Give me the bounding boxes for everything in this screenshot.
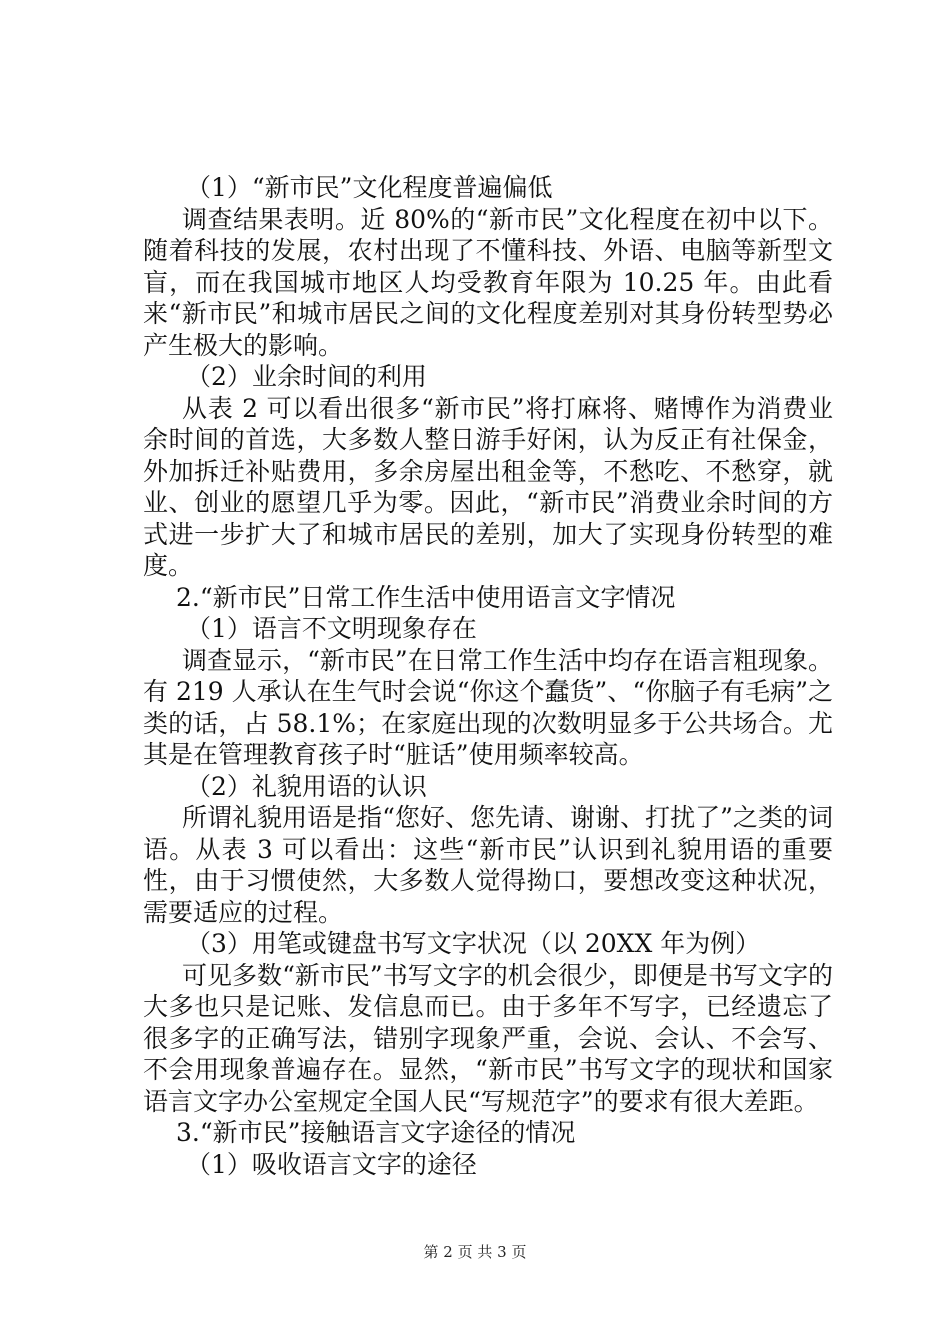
page-footer: 第 2 页 共 3 页 [423, 1243, 527, 1261]
paragraph-education-level: 调查结果表明。近 80%的“新市民”文化程度在初中以下。随着科技的发展，农村出现了不懂科技、外语、电脑等新型文盲，而在我国城市地区人均受教育年限为 10.25 年。由此看来“新市民”和城市居民之间的文化程度差别对其身份转型势必产生极大的影响。 [143, 204, 833, 360]
paragraph-writing-status: 可见多数“新市民”书写文字的机会很少，即便是书写文字的大多也只是记账、发信息而已。由于多年不写字，已经遗忘了很多字的正确写法，错别字现象严重，会说、会认、不会写、不会用现象普遍存在。显然，“新市民”书写文字的现状和国家语言文字办公室规定全国人民“写规范字”的要求有很大差距。 [143, 960, 833, 1116]
section-heading-absorption-channels: （1）吸收语言文字的途径 [186, 1149, 477, 1179]
section-heading-writing-status: （3）用笔或键盘书写文字状况（以 20XX 年为例） [186, 929, 761, 958]
section-heading-language-use: 2.“新市民”日常工作生活中使用语言文字情况 [176, 582, 676, 612]
section-heading-education-level: （1）“新市民”文化程度普遍偏低 [186, 173, 553, 202]
paragraph-polite-language: 所谓礼貌用语是指“您好、您先请、谢谢、打扰了”之类的词语。从表 3 可以看出：这些“新市民”认识到礼貌用语的重要性，由于习惯使然，大多数人觉得拗口，要想改变这种状况，需要适应的过程。 [143, 803, 833, 927]
paragraph-spare-time: 从表 2 可以看出很多“新市民”将打麻将、赌博作为消费业余时间的首选，大多数人整日游手好闲，认为反正有社保金，外加拆迁补贴费用，多余房屋出租金等，不愁吃、不愁穿，就业、创业的愿望几乎为零。因此，“新市民”消费业余时间的方式进一步扩大了和城市居民的差别，加大了实现身份转型的难度。 [143, 393, 833, 580]
section-heading-spare-time: （2）业余时间的利用 [186, 362, 427, 391]
section-heading-uncivil-language: （1）语言不文明现象存在 [186, 614, 477, 643]
paragraph-uncivil-language: 调查显示，“新市民”在日常工作生活中均存在语言粗现象。有 219 人承认在生气时会说“你这个蠢货”、“你脑子有毛病”之类的话，占 58.1%；在家庭出现的次数明显多于公共场合。尤其是在管理教育孩子时“脏话”使用频率较高。 [143, 645, 833, 769]
section-heading-polite-language: （2）礼貌用语的认识 [186, 771, 427, 801]
document-body [143, 172, 833, 1180]
section-heading-language-access: 3.“新市民”接触语言文字途径的情况 [176, 1118, 576, 1147]
